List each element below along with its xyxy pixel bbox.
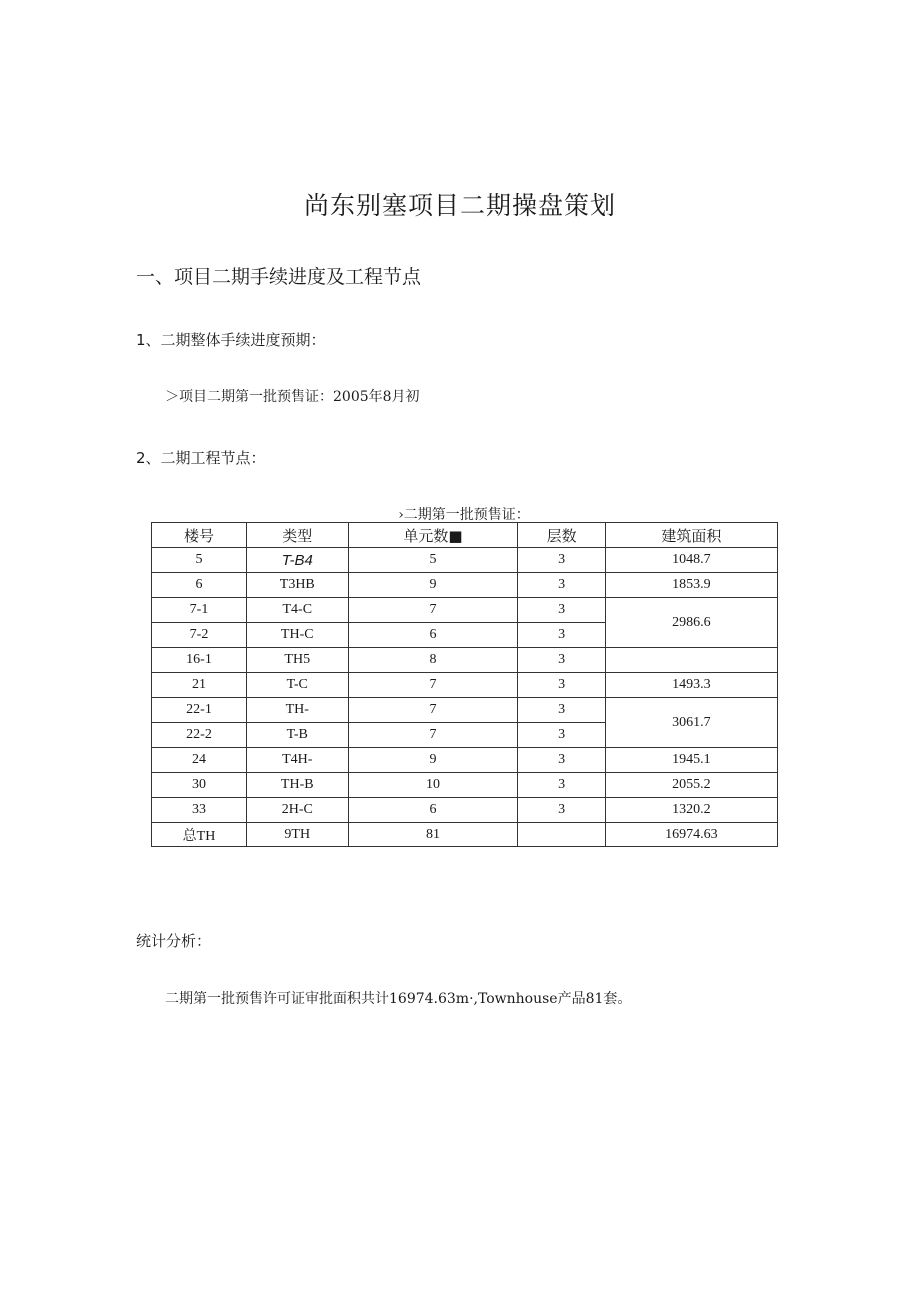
cell-units: 6 — [348, 798, 518, 823]
cell-floors: 3 — [518, 548, 606, 573]
cell-area: 1493.3 — [605, 673, 777, 698]
cell-floors: 3 — [518, 673, 606, 698]
cell-type: T-B4 — [246, 548, 348, 573]
cell-type: T3HB — [246, 573, 348, 598]
table-row — [152, 698, 778, 723]
cell-units: 10 — [348, 773, 518, 798]
cell-area — [605, 648, 777, 673]
cell-building-no: 7-1 — [152, 598, 247, 623]
cell-type: T-C — [246, 673, 348, 698]
cell-area: 3061.7 — [605, 698, 777, 748]
header-units: 单元数■ — [348, 523, 518, 548]
cell-building-no: 30 — [152, 773, 247, 798]
table-row — [152, 798, 778, 823]
header-building-no: 楼号 — [152, 523, 247, 548]
cell-floors: 3 — [518, 698, 606, 723]
cell-building-no: 7-2 — [152, 623, 247, 648]
table-row — [152, 548, 778, 573]
cell-units: 7 — [348, 598, 518, 623]
table-row — [152, 573, 778, 598]
cell-type: 2H-C — [246, 798, 348, 823]
cell-building-no: 16-1 — [152, 648, 247, 673]
cell-type: TH-B — [246, 773, 348, 798]
cell-building-no: 24 — [152, 748, 247, 773]
table-row — [152, 673, 778, 698]
cell-area: 2055.2 — [605, 773, 777, 798]
cell-type: T4H- — [246, 748, 348, 773]
presale-date-bullet: ＞项目二期第一批预售证：2005年8月初 — [165, 389, 420, 405]
cell-floors: 3 — [518, 623, 606, 648]
cell-area: 2986.6 — [605, 598, 777, 648]
section-heading-1: 一、项目二期手续进度及工程节点 — [136, 266, 422, 288]
cell-type: TH5 — [246, 648, 348, 673]
cell-floors: 3 — [518, 748, 606, 773]
cell-units: 9 — [348, 748, 518, 773]
table-caption: ›二期第一批预售证： — [398, 507, 530, 523]
total-type: 9TH — [246, 823, 348, 847]
cell-area: 1853.9 — [605, 573, 777, 598]
header-floors: 层数 — [518, 523, 606, 548]
cell-units: 6 — [348, 623, 518, 648]
total-units: 81 — [348, 823, 518, 847]
cell-units: 7 — [348, 723, 518, 748]
cell-units: 7 — [348, 698, 518, 723]
analysis-text: 二期第一批预售许可证审批面积共计16974.63m·,Townhouse产品81套。 — [165, 991, 632, 1007]
cell-floors: 3 — [518, 648, 606, 673]
cell-building-no: 5 — [152, 548, 247, 573]
total-floors — [518, 823, 606, 847]
cell-type: TH- — [246, 698, 348, 723]
cell-area: 1320.2 — [605, 798, 777, 823]
cell-building-no: 33 — [152, 798, 247, 823]
table-row — [152, 773, 778, 798]
header-type: 类型 — [246, 523, 348, 548]
cell-building-no: 22-2 — [152, 723, 247, 748]
analysis-label: 统计分析： — [136, 932, 212, 950]
subsection-heading-progress: 1、二期整体手续进度预期： — [136, 331, 326, 349]
cell-building-no: 6 — [152, 573, 247, 598]
cell-floors: 3 — [518, 773, 606, 798]
subsection-heading-nodes: 2、二期工程节点： — [136, 449, 266, 467]
table-row — [152, 748, 778, 773]
cell-area: 1048.7 — [605, 548, 777, 573]
cell-floors: 3 — [518, 573, 606, 598]
cell-floors: 3 — [518, 723, 606, 748]
table-total-row — [152, 823, 778, 847]
total-building-no: 总TH — [152, 823, 247, 847]
total-area: 16974.63 — [605, 823, 777, 847]
cell-type: TH-C — [246, 623, 348, 648]
cell-units: 8 — [348, 648, 518, 673]
header-area: 建筑面积 — [605, 523, 777, 548]
cell-building-no: 22-1 — [152, 698, 247, 723]
cell-units: 7 — [348, 673, 518, 698]
table-header-row — [152, 523, 778, 548]
cell-units: 5 — [348, 548, 518, 573]
cell-area: 1945.1 — [605, 748, 777, 773]
table-row — [152, 598, 778, 623]
page-title: 尚东别塞项目二期操盘策划 — [303, 191, 616, 220]
cell-floors: 3 — [518, 598, 606, 623]
cell-building-no: 21 — [152, 673, 247, 698]
cell-units: 9 — [348, 573, 518, 598]
cell-type: T4-C — [246, 598, 348, 623]
cell-floors: 3 — [518, 798, 606, 823]
table-row — [152, 648, 778, 673]
cell-type: T-B — [246, 723, 348, 748]
presale-table — [151, 522, 778, 847]
